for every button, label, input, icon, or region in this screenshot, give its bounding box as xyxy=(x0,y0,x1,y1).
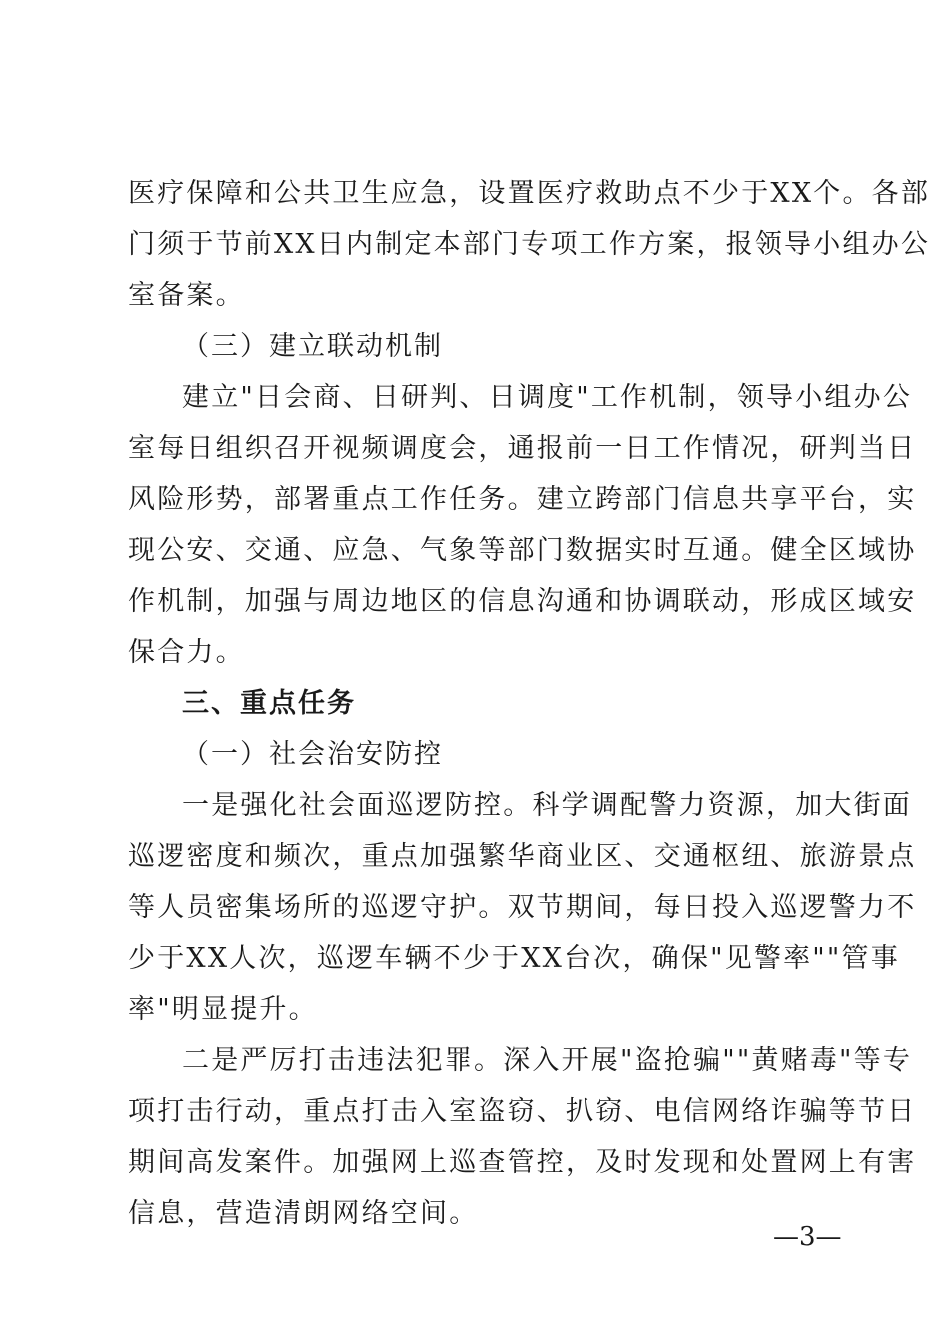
section-heading-3: （一）社会治安防控 xyxy=(182,739,443,770)
paragraph-first-line: 二是严厉打击违法犯罪。深入开展"盗抢骗""黄赌毒"等专 xyxy=(182,1045,913,1076)
body-text-line: 风险形势，部署重点工作任务。建立跨部门信息共享平台，实 xyxy=(128,484,917,515)
body-text-line: 现公安、交通、应急、气象等部门数据实时互通。健全区域协 xyxy=(128,535,917,566)
body-text-line: 巡逻密度和频次，重点加强繁华商业区、交通枢纽、旅游景点 xyxy=(128,841,917,872)
section-heading-3: （三）建立联动机制 xyxy=(182,331,443,362)
body-text-line: 门须于节前XX日内制定本部门专项工作方案，报领导小组办公 xyxy=(128,229,931,260)
body-text-line: 期间高发案件。加强网上巡查管控，及时发现和处置网上有害 xyxy=(128,1147,917,1178)
body-text-line: 室每日组织召开视频调度会，通报前一日工作情况，研判当日 xyxy=(128,433,917,464)
paragraph-first-line: 建立"日会商、日研判、日调度"工作机制，领导小组办公 xyxy=(182,382,913,413)
body-text-line: 项打击行动，重点打击入室盗窃、扒窃、电信网络诈骗等节日 xyxy=(128,1096,917,1127)
body-text-line: 医疗保障和公共卫生应急，设置医疗救助点不少于XX个。各部 xyxy=(128,178,931,209)
body-text-line: 作机制，加强与周边地区的信息沟通和协调联动，形成区域安 xyxy=(128,586,917,617)
body-text-line: 室备案。 xyxy=(128,280,245,311)
paragraph-first-line: 一是强化社会面巡逻防控。科学调配警力资源，加大街面 xyxy=(182,790,912,821)
body-text-line: 保合力。 xyxy=(128,637,245,668)
body-text-line: 信息，营造清朗网络空间。 xyxy=(128,1198,479,1229)
page-number: —3— xyxy=(773,1222,842,1252)
body-text-line: 率"明显提升。 xyxy=(128,994,318,1025)
body-text-line: 少于XX人次，巡逻车辆不少于XX台次，确保"见警率""管事 xyxy=(128,943,900,974)
section-heading-2: 三、重点任务 xyxy=(182,688,356,719)
body-text-line: 等人员密集场所的巡逻守护。双节期间，每日投入巡逻警力不 xyxy=(128,892,917,923)
